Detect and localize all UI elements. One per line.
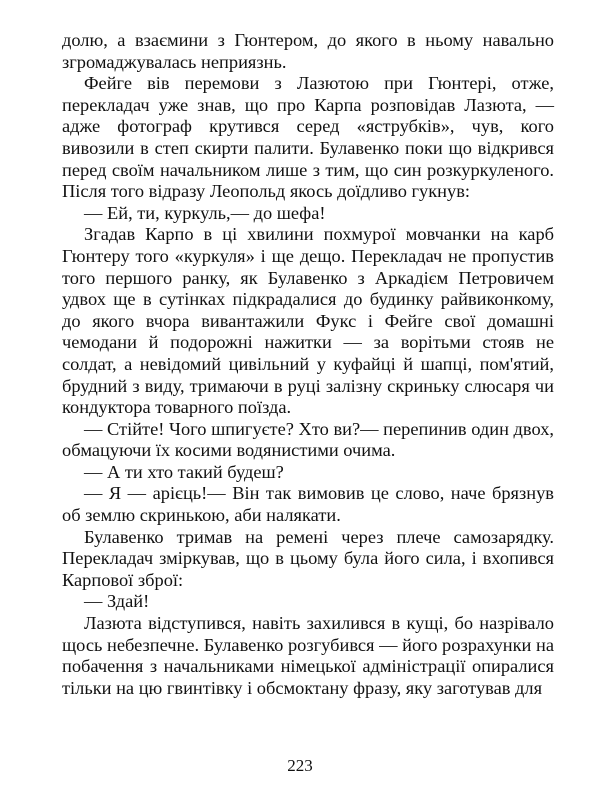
paragraph: — Я — арієць!— Він так вимовив це слово, наче брязнув об землю скринькою, аби налякати. — [62, 483, 554, 526]
paragraph: — Стійте! Чого шпигуєте? Хто ви?— перепинив один двох, обмацуючи їх косими водянистими очима. — [62, 418, 554, 461]
paragraph: долю, а взаємини з Гюнтером, до якого в ньому навально згромаджувалась неприязнь. — [62, 30, 554, 72]
paragraph: — А ти хто такий будеш? — [84, 461, 284, 482]
paragraph: — Ей, ти, куркуль,— до шефа! — [84, 202, 326, 223]
page-number: 223 — [287, 756, 313, 775]
book-page-text — [62, 30, 554, 699]
paragraph: Фейге вів перемови з Лазютою при Гюнтері, отже, перекладач уже знав, що про Карпа розповідав Лазюта, — адже фотограф крутився серед «яструбків», чув, кого вивозили в степ скирти палити. Булавенко поки що відкрився перед своїм начальником лише з тим, що син розкуркуленого. Після того відразу Леопольд якось доїдливо гукнув: — [62, 73, 554, 202]
paragraph: Булавенко тримав на ремені через плече самозарядку. Перекладач зміркував, що в цьому була його сила, і вхопився Карпової зброї: — [62, 526, 554, 590]
paragraph: Згадав Карпо в ці хвилини похмурої мовчанки на карб Гюнтеру того «куркуля» і ще дещо. Перекладач не пропустив того першого ранку, як Булавенко з Аркадієм Петровичем удвох ще в сутінках підкрадалися до будинку райвиконкому, до якого вчора вивантажили Фукс і Фейге свої домашні чемодани й подорожні нажитки — за ворітьми стояв не солдат, а невідомий цивільний у куфайці й шапці, пом'ятий, брудний з виду, тримаючи в руці залізну скриньку слюсаря чи кондуктора товарного поїзда. — [62, 224, 554, 418]
paragraph: Лазюта відступився, навіть захилився в кущі, бо назрівало щось небезпечне. Булавенко розгубився — його розрахунки на побачення з начальниками німецької адміністрації опиралися тільки на цю гвинтівку і обсмоктану фразу, яку заготував для — [62, 613, 554, 698]
paragraph: — Здай! — [84, 591, 150, 612]
